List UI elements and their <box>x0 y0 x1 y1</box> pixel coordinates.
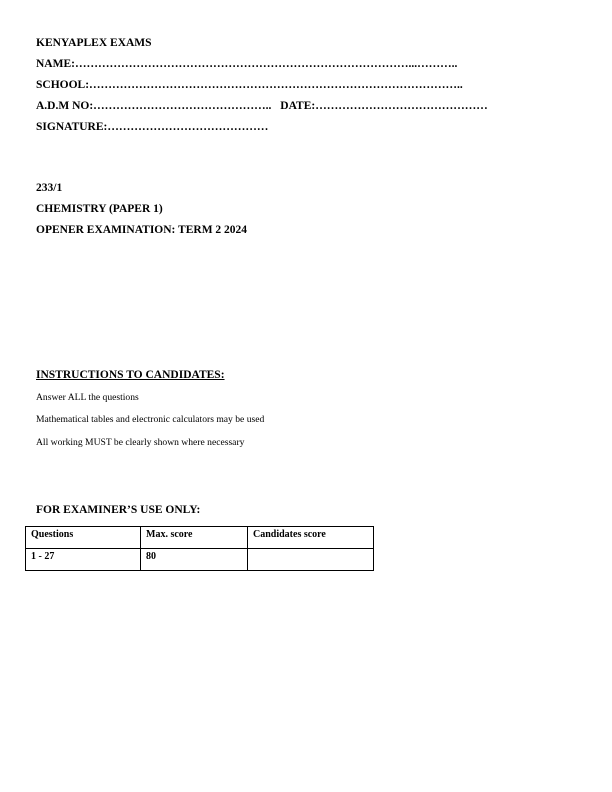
paper-exam: OPENER EXAMINATION: TERM 2 2024 <box>36 224 248 236</box>
instruction-item: Answer ALL the questions <box>36 392 139 403</box>
cell-questions: 1 - 27 <box>26 549 141 571</box>
cell-candidates-score[interactable] <box>248 549 374 571</box>
school-field[interactable]: SCHOOL:…………………………………………………………………………………….. <box>36 79 463 91</box>
paper-code: 233/1 <box>36 182 63 194</box>
examiner-heading: FOR EXAMINER’S USE ONLY: <box>36 504 201 516</box>
instructions-heading: INSTRUCTIONS TO CANDIDATES: <box>36 369 225 381</box>
signature-field[interactable]: SIGNATURE:…………………………………… <box>36 121 269 133</box>
name-field[interactable]: NAME:……………………………………………………………………………...……….. <box>36 58 458 70</box>
paper-subject: CHEMISTRY (PAPER 1) <box>36 203 163 215</box>
adm-no-field[interactable]: A.D.M NO:……………………………………….. <box>36 100 275 112</box>
adm-field <box>36 100 488 112</box>
cell-max-score: 80 <box>141 549 248 571</box>
examiner-score-table <box>25 526 374 571</box>
table-header-row <box>26 527 374 549</box>
col-questions: Questions <box>26 527 141 549</box>
header-org: KENYAPLEX EXAMS <box>36 37 152 49</box>
col-candidates-score: Candidates score <box>248 527 374 549</box>
instruction-item: Mathematical tables and electronic calculators may be used <box>36 414 265 425</box>
table-row <box>26 549 374 571</box>
col-max-score: Max. score <box>141 527 248 549</box>
instruction-item: All working MUST be clearly shown where necessary <box>36 437 245 448</box>
date-field[interactable]: DATE:……………………………………… <box>280 100 488 112</box>
